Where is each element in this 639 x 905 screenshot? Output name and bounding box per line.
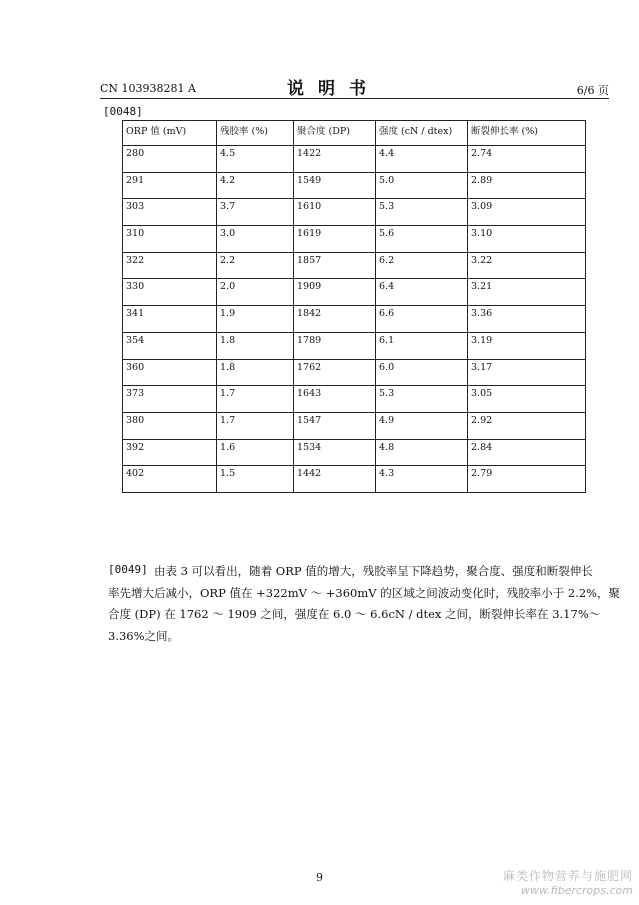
table-cell: 310 [123,226,217,253]
table-cell: 1909 [294,279,376,306]
table-row [123,466,586,493]
table-cell: 380 [123,412,217,439]
table-row [123,439,586,466]
table-cell: 6.2 [376,252,468,279]
table-row [123,252,586,279]
table-cell: 354 [123,332,217,359]
table-cell: 1643 [294,386,376,413]
table-row [123,306,586,333]
table-cell: 4.3 [376,466,468,493]
table-cell: 5.0 [376,172,468,199]
table-cell: 3.17 [468,359,586,386]
table-row [123,359,586,386]
paragraph-0049 [108,561,621,647]
table-cell: 303 [123,199,217,226]
table-cell: 2.84 [468,439,586,466]
watermark-url: www.fibercrops.com [520,884,633,897]
table-cell: 330 [123,279,217,306]
column-header: 强度 (cN / dtex) [376,121,468,146]
table-cell: 4.9 [376,412,468,439]
table-row [123,226,586,253]
paragraph-line: 3.36%之间。 [108,628,180,643]
table-cell: 4.5 [217,146,294,173]
watermark-title: 麻类作物营养与施肥网 [502,869,633,883]
table-header-row [123,121,586,146]
page-info: 6/6 页 [576,84,609,97]
table-cell: 3.10 [468,226,586,253]
table-row [123,412,586,439]
table-cell: 4.2 [217,172,294,199]
page-title: 说明书 [287,79,380,99]
column-header: 残胶率 (%) [217,121,294,146]
table-cell: 3.0 [217,226,294,253]
table-cell: 3.09 [468,199,586,226]
paragraph-line: 由表 3 可以看出，随着 ORP 值的增大，残胶率呈下降趋势，聚合度、强度和断裂伸长 [154,564,593,578]
table-cell: 322 [123,252,217,279]
table-cell: 2.89 [468,172,586,199]
table-cell: 3.7 [217,199,294,226]
page-number: 9 [316,871,323,884]
table-cell: 360 [123,359,217,386]
table-cell: 280 [123,146,217,173]
table-cell: 1619 [294,226,376,253]
table-cell: 2.2 [217,252,294,279]
table-row [123,146,586,173]
table-cell: 1.6 [217,439,294,466]
table-cell: 3.21 [468,279,586,306]
table-cell: 5.6 [376,226,468,253]
paragraph-number-0048: [0048] [103,105,143,118]
table-cell: 1549 [294,172,376,199]
table-cell: 341 [123,306,217,333]
table-cell: 392 [123,439,217,466]
table-cell: 2.79 [468,466,586,493]
table-cell: 1762 [294,359,376,386]
table-cell: 1789 [294,332,376,359]
header-rule [100,98,609,99]
table-row [123,279,586,306]
table-row [123,332,586,359]
column-header: 断裂伸长率 (%) [468,121,586,146]
table-row [123,199,586,226]
table-cell: 1534 [294,439,376,466]
data-table [122,120,586,493]
table-cell: 6.0 [376,359,468,386]
table-cell: 291 [123,172,217,199]
table-cell: 1422 [294,146,376,173]
table-cell: 1.8 [217,332,294,359]
table-cell: 1842 [294,306,376,333]
table-cell: 5.3 [376,199,468,226]
table-cell: 3.22 [468,252,586,279]
table-cell: 6.6 [376,306,468,333]
table-cell: 2.0 [217,279,294,306]
table-cell: 6.4 [376,279,468,306]
table-cell: 2.92 [468,412,586,439]
table-cell: 5.3 [376,386,468,413]
paragraph-number-0049: [0049] [108,563,148,576]
table-cell: 3.05 [468,386,586,413]
table-cell: 1442 [294,466,376,493]
table-cell: 1.5 [217,466,294,493]
table-cell: 1.7 [217,412,294,439]
table-cell: 1610 [294,199,376,226]
table-cell: 1857 [294,252,376,279]
table-cell: 3.19 [468,332,586,359]
column-header: ORP 值 (mV) [123,121,217,146]
table-cell: 4.8 [376,439,468,466]
table-row [123,172,586,199]
watermark [503,867,633,897]
paragraph-line: 合度 (DP) 在 1762 ～ 1909 之间，强度在 6.0 ～ 6.6cN / dtex 之间，断裂伸长率在 3.17%～ [108,607,601,621]
paragraph-line: 率先增大后减小，ORP 值在 +322mV ～ +360mV 的区域之间波动变化时，残胶率小于 2.2%，聚 [108,585,621,600]
table-cell: 4.4 [376,146,468,173]
table-cell: 1.9 [217,306,294,333]
table-cell: 373 [123,386,217,413]
table-cell: 2.74 [468,146,586,173]
table-row [123,386,586,413]
table-cell: 1547 [294,412,376,439]
table-cell: 3.36 [468,306,586,333]
table-cell: 1.8 [217,359,294,386]
column-header: 聚合度 (DP) [294,121,376,146]
table-cell: 402 [123,466,217,493]
document-number: CN 103938281 A [100,82,196,95]
table-cell: 6.1 [376,332,468,359]
table-cell: 1.7 [217,386,294,413]
